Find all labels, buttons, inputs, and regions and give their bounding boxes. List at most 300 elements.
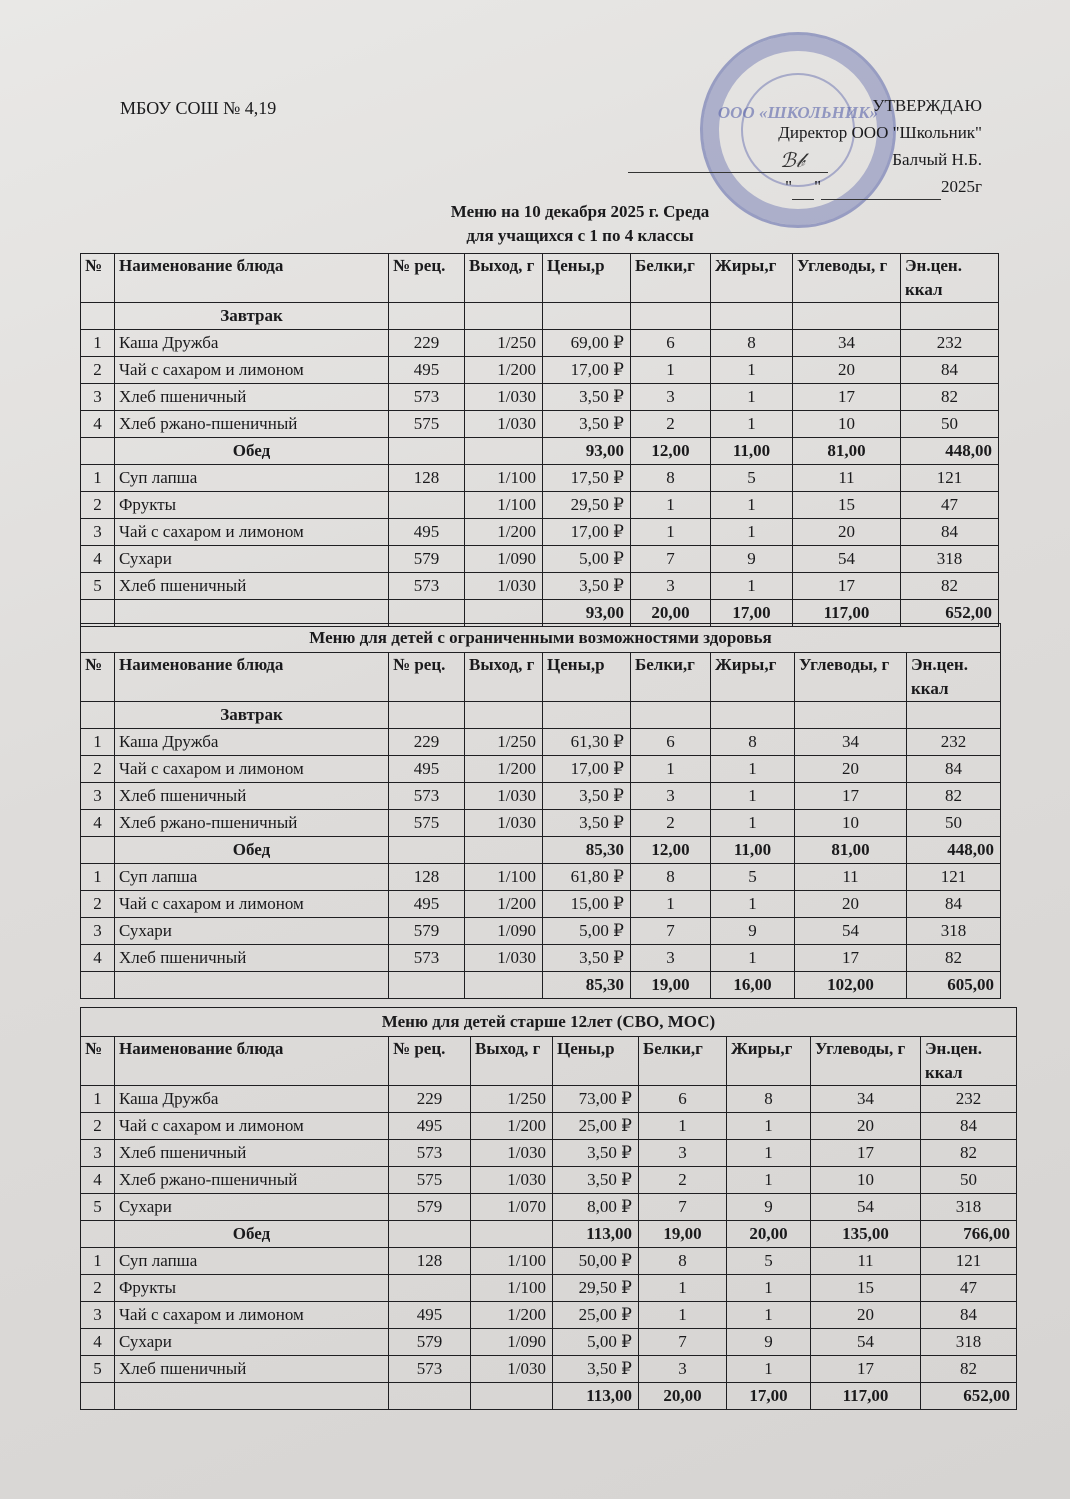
dish-name: Чай с сахаром и лимоном <box>115 519 389 546</box>
stamp-label: ООО «ШКОЛЬНИК» <box>717 103 879 122</box>
portion-output: 1/200 <box>471 1302 553 1329</box>
table-row <box>81 810 1001 837</box>
empty-cell <box>389 303 465 330</box>
empty-cell <box>631 303 711 330</box>
empty-cell <box>81 303 115 330</box>
document-title <box>0 200 1070 248</box>
column-header: № <box>81 653 115 702</box>
portion-output: 1/030 <box>471 1140 553 1167</box>
column-header: Углеводы, г <box>795 653 907 702</box>
portion-output: 1/100 <box>465 864 543 891</box>
protein: 3 <box>631 573 711 600</box>
price: 3,50 ₽ <box>543 945 631 972</box>
empty-cell <box>389 438 465 465</box>
protein: 2 <box>631 411 711 438</box>
empty-cell <box>115 972 389 999</box>
empty-cell <box>81 702 115 729</box>
portion-output: 1/030 <box>465 573 543 600</box>
column-header: Жиры,г <box>711 254 793 303</box>
dish-name: Хлеб пшеничный <box>115 384 389 411</box>
fat: 1 <box>711 357 793 384</box>
fat: 1 <box>711 384 793 411</box>
carbs: 34 <box>793 330 901 357</box>
dish-name: Суп лапша <box>115 1248 389 1275</box>
table-row <box>81 1086 1017 1113</box>
table-caption: Меню для детей с ограниченными возможностями здоровья <box>81 624 1001 653</box>
fat: 1 <box>727 1302 811 1329</box>
title-line-2: для учащихся с 1 по 4 классы <box>466 226 694 245</box>
column-header: № <box>81 1037 115 1086</box>
price: 3,50 ₽ <box>543 573 631 600</box>
title-line-1: Меню на 10 декабря 2025 г. Среда <box>450 202 710 221</box>
total-carbs: 135,00 <box>811 1221 921 1248</box>
fat: 1 <box>711 573 793 600</box>
section-label: Обед <box>115 438 389 465</box>
fat: 1 <box>727 1356 811 1383</box>
empty-cell <box>631 702 711 729</box>
empty-cell <box>471 1383 553 1410</box>
fat: 5 <box>727 1248 811 1275</box>
calories: 82 <box>907 945 1001 972</box>
dish-name: Хлеб пшеничный <box>115 945 389 972</box>
empty-cell <box>81 438 115 465</box>
total-carbs: 81,00 <box>793 438 901 465</box>
empty-cell <box>465 303 543 330</box>
dish-name: Хлеб ржано-пшеничный <box>115 1167 389 1194</box>
total-price: 85,30 <box>543 837 631 864</box>
calories: 84 <box>921 1302 1017 1329</box>
price: 29,50 ₽ <box>543 492 631 519</box>
column-header: Белки,г <box>631 653 711 702</box>
price: 25,00 ₽ <box>553 1302 639 1329</box>
table-row <box>81 891 1001 918</box>
empty-cell <box>907 702 1001 729</box>
recipe-number: 579 <box>389 1194 471 1221</box>
column-header: Эн.цен. ккал <box>901 254 999 303</box>
calories: 82 <box>921 1356 1017 1383</box>
empty-cell <box>389 1221 471 1248</box>
item-number: 3 <box>81 384 115 411</box>
price: 17,00 ₽ <box>543 357 631 384</box>
table-row <box>81 1194 1017 1221</box>
recipe-number: 128 <box>389 465 465 492</box>
final-totals-row <box>81 1383 1017 1410</box>
item-number: 1 <box>81 864 115 891</box>
price: 15,00 ₽ <box>543 891 631 918</box>
fat: 9 <box>727 1329 811 1356</box>
recipe-number: 495 <box>389 1302 471 1329</box>
calories: 82 <box>901 384 999 411</box>
total-carbs: 81,00 <box>795 837 907 864</box>
recipe-number: 575 <box>389 411 465 438</box>
calories: 82 <box>921 1140 1017 1167</box>
signature: ℬ𝒷 <box>780 150 805 172</box>
fat: 5 <box>711 864 795 891</box>
dish-name: Каша Дружба <box>115 1086 389 1113</box>
calories: 82 <box>901 573 999 600</box>
dish-name: Хлеб ржано-пшеничный <box>115 810 389 837</box>
calories: 121 <box>907 864 1001 891</box>
carbs: 34 <box>811 1086 921 1113</box>
column-header: Жиры,г <box>711 653 795 702</box>
section-row-lunch <box>81 837 1001 864</box>
empty-cell <box>471 1221 553 1248</box>
portion-output: 1/030 <box>465 810 543 837</box>
fat: 1 <box>727 1113 811 1140</box>
price: 29,50 ₽ <box>553 1275 639 1302</box>
approve-title: УТВЕРЖДАЮ <box>872 96 982 115</box>
protein: 1 <box>639 1302 727 1329</box>
fat: 1 <box>727 1275 811 1302</box>
empty-cell <box>711 303 793 330</box>
menu-table <box>80 253 999 627</box>
price: 73,00 ₽ <box>553 1086 639 1113</box>
item-number: 5 <box>81 573 115 600</box>
calories: 121 <box>901 465 999 492</box>
table-caption-row <box>81 624 1001 653</box>
recipe-number: 575 <box>389 1167 471 1194</box>
portion-output: 1/250 <box>471 1086 553 1113</box>
total-price: 85,30 <box>543 972 631 999</box>
item-number: 2 <box>81 357 115 384</box>
menu-table <box>80 1007 1017 1410</box>
column-header: Углеводы, г <box>811 1037 921 1086</box>
total-price: 93,00 <box>543 600 631 627</box>
approver-signature-line <box>628 146 982 173</box>
item-number: 2 <box>81 1275 115 1302</box>
carbs: 54 <box>793 546 901 573</box>
recipe-number: 579 <box>389 1329 471 1356</box>
school-name: МБОУ СОШ № 4,19 <box>120 98 277 118</box>
portion-output: 1/030 <box>465 945 543 972</box>
recipe-number: 573 <box>389 573 465 600</box>
price: 61,30 ₽ <box>543 729 631 756</box>
table-row <box>81 465 999 492</box>
calories: 318 <box>901 546 999 573</box>
total-calories: 605,00 <box>907 972 1001 999</box>
portion-output: 1/030 <box>465 411 543 438</box>
total-calories: 766,00 <box>921 1221 1017 1248</box>
recipe-number: 229 <box>389 729 465 756</box>
protein: 1 <box>639 1113 727 1140</box>
fat: 9 <box>711 918 795 945</box>
protein: 7 <box>639 1194 727 1221</box>
portion-output: 1/250 <box>465 729 543 756</box>
fat: 1 <box>711 783 795 810</box>
carbs: 10 <box>795 810 907 837</box>
column-header: Углеводы, г <box>793 254 901 303</box>
item-number: 4 <box>81 411 115 438</box>
item-number: 4 <box>81 945 115 972</box>
table-row <box>81 1113 1017 1140</box>
table-row <box>81 1302 1017 1329</box>
protein: 3 <box>639 1356 727 1383</box>
dish-name: Сухари <box>115 546 389 573</box>
carbs: 54 <box>795 918 907 945</box>
protein: 6 <box>631 729 711 756</box>
table-row <box>81 1356 1017 1383</box>
carbs: 20 <box>795 891 907 918</box>
price: 25,00 ₽ <box>553 1113 639 1140</box>
item-number: 3 <box>81 1140 115 1167</box>
total-fat: 20,00 <box>727 1221 811 1248</box>
portion-output: 1/200 <box>465 519 543 546</box>
protein: 8 <box>639 1248 727 1275</box>
column-header: Выход, г <box>465 653 543 702</box>
item-number: 1 <box>81 1086 115 1113</box>
calories: 232 <box>921 1086 1017 1113</box>
fat: 1 <box>711 411 793 438</box>
item-number: 1 <box>81 330 115 357</box>
portion-output: 1/200 <box>465 357 543 384</box>
calories: 82 <box>907 783 1001 810</box>
carbs: 11 <box>793 465 901 492</box>
item-number: 3 <box>81 918 115 945</box>
portion-output: 1/030 <box>471 1356 553 1383</box>
table-caption: Меню для детей старше 12лет (СВО, МОС) <box>81 1008 1017 1037</box>
dish-name: Суп лапша <box>115 864 389 891</box>
fat: 1 <box>727 1140 811 1167</box>
table-header-row <box>81 1037 1017 1086</box>
calories: 318 <box>907 918 1001 945</box>
item-number: 3 <box>81 1302 115 1329</box>
recipe-number: 495 <box>389 1113 471 1140</box>
empty-cell <box>465 438 543 465</box>
table-row <box>81 918 1001 945</box>
table-caption-row <box>81 1008 1017 1037</box>
dish-name: Чай с сахаром и лимоном <box>115 1302 389 1329</box>
table-row <box>81 1248 1017 1275</box>
table-row <box>81 357 999 384</box>
calories: 50 <box>921 1167 1017 1194</box>
total-fat: 17,00 <box>727 1383 811 1410</box>
total-protein: 20,00 <box>639 1383 727 1410</box>
fat: 1 <box>711 492 793 519</box>
carbs: 17 <box>793 384 901 411</box>
table-row <box>81 1329 1017 1356</box>
price: 3,50 ₽ <box>553 1356 639 1383</box>
carbs: 15 <box>811 1275 921 1302</box>
recipe-number: 573 <box>389 1140 471 1167</box>
item-number: 5 <box>81 1356 115 1383</box>
dish-name: Хлеб пшеничный <box>115 1140 389 1167</box>
calories: 50 <box>907 810 1001 837</box>
protein: 6 <box>631 330 711 357</box>
price: 3,50 ₽ <box>543 411 631 438</box>
price: 17,00 ₽ <box>543 756 631 783</box>
price: 69,00 ₽ <box>543 330 631 357</box>
portion-output: 1/090 <box>471 1329 553 1356</box>
recipe-number: 128 <box>389 864 465 891</box>
recipe-number: 495 <box>389 756 465 783</box>
dish-name: Чай с сахаром и лимоном <box>115 756 389 783</box>
table-row <box>81 411 999 438</box>
carbs: 17 <box>811 1356 921 1383</box>
carbs: 11 <box>795 864 907 891</box>
protein: 6 <box>639 1086 727 1113</box>
empty-cell <box>543 303 631 330</box>
section-row-breakfast <box>81 702 1001 729</box>
dish-name: Каша Дружба <box>115 330 389 357</box>
portion-output: 1/250 <box>465 330 543 357</box>
protein: 1 <box>631 492 711 519</box>
dish-name: Сухари <box>115 918 389 945</box>
portion-output: 1/100 <box>471 1248 553 1275</box>
portion-output: 1/030 <box>465 783 543 810</box>
column-header: Белки,г <box>639 1037 727 1086</box>
final-totals-row <box>81 972 1001 999</box>
price: 5,00 ₽ <box>543 546 631 573</box>
protein: 2 <box>639 1167 727 1194</box>
table-header-row <box>81 653 1001 702</box>
calories: 84 <box>901 519 999 546</box>
item-number: 1 <box>81 729 115 756</box>
menu-table <box>80 623 1001 999</box>
empty-cell <box>465 972 543 999</box>
fat: 1 <box>711 519 793 546</box>
fat: 1 <box>727 1167 811 1194</box>
table-header-row <box>81 254 999 303</box>
portion-output: 1/100 <box>465 465 543 492</box>
calories: 84 <box>907 756 1001 783</box>
protein: 8 <box>631 864 711 891</box>
price: 17,00 ₽ <box>543 519 631 546</box>
column-header: Цены,р <box>543 254 631 303</box>
column-header: Жиры,г <box>727 1037 811 1086</box>
protein: 3 <box>631 384 711 411</box>
dish-name: Сухари <box>115 1194 389 1221</box>
price: 3,50 ₽ <box>543 783 631 810</box>
protein: 1 <box>631 357 711 384</box>
section-label: Завтрак <box>115 303 389 330</box>
dish-name: Хлеб пшеничный <box>115 573 389 600</box>
empty-cell <box>543 702 631 729</box>
calories: 47 <box>921 1275 1017 1302</box>
empty-cell <box>389 837 465 864</box>
item-number: 4 <box>81 546 115 573</box>
table-row <box>81 1275 1017 1302</box>
total-protein: 12,00 <box>631 438 711 465</box>
total-carbs: 117,00 <box>793 600 901 627</box>
total-calories: 652,00 <box>901 600 999 627</box>
dish-name: Фрукты <box>115 1275 389 1302</box>
item-number: 4 <box>81 810 115 837</box>
calories: 50 <box>901 411 999 438</box>
price: 3,50 ₽ <box>543 810 631 837</box>
carbs: 34 <box>795 729 907 756</box>
carbs: 20 <box>795 756 907 783</box>
table-row <box>81 945 1001 972</box>
total-fat: 11,00 <box>711 438 793 465</box>
dish-name: Чай с сахаром и лимоном <box>115 357 389 384</box>
calories: 84 <box>921 1113 1017 1140</box>
recipe-number: 495 <box>389 357 465 384</box>
carbs: 15 <box>793 492 901 519</box>
calories: 47 <box>901 492 999 519</box>
section-label: Обед <box>115 1221 389 1248</box>
price: 3,50 ₽ <box>553 1140 639 1167</box>
section-label: Обед <box>115 837 389 864</box>
protein: 2 <box>631 810 711 837</box>
carbs: 10 <box>811 1167 921 1194</box>
table-row <box>81 384 999 411</box>
carbs: 20 <box>811 1302 921 1329</box>
total-carbs: 117,00 <box>811 1383 921 1410</box>
portion-output: 1/200 <box>465 756 543 783</box>
section-row-breakfast <box>81 303 999 330</box>
empty-cell <box>115 1383 389 1410</box>
empty-cell <box>389 702 465 729</box>
carbs: 17 <box>795 783 907 810</box>
table-row <box>81 546 999 573</box>
dish-name: Суп лапша <box>115 465 389 492</box>
calories: 232 <box>907 729 1001 756</box>
portion-output: 1/070 <box>471 1194 553 1221</box>
protein: 7 <box>631 918 711 945</box>
approval-block <box>628 92 982 200</box>
fat: 1 <box>711 810 795 837</box>
total-protein: 12,00 <box>631 837 711 864</box>
table-row <box>81 492 999 519</box>
item-number: 1 <box>81 1248 115 1275</box>
item-number: 2 <box>81 891 115 918</box>
column-header: Наименование блюда <box>115 254 389 303</box>
portion-output: 1/200 <box>471 1113 553 1140</box>
column-header: Выход, г <box>465 254 543 303</box>
recipe-number <box>389 492 465 519</box>
dish-name: Хлеб пшеничный <box>115 1356 389 1383</box>
table-row <box>81 1140 1017 1167</box>
carbs: 54 <box>811 1329 921 1356</box>
price: 17,50 ₽ <box>543 465 631 492</box>
column-header: № рец. <box>389 653 465 702</box>
carbs: 17 <box>793 573 901 600</box>
portion-output: 1/100 <box>471 1275 553 1302</box>
section-label: Завтрак <box>115 702 389 729</box>
column-header: № рец. <box>389 254 465 303</box>
empty-cell <box>793 303 901 330</box>
item-number: 1 <box>81 465 115 492</box>
total-fat: 17,00 <box>711 600 793 627</box>
column-header: Цены,р <box>543 653 631 702</box>
recipe-number: 573 <box>389 384 465 411</box>
table-row <box>81 1167 1017 1194</box>
portion-output: 1/030 <box>465 384 543 411</box>
dish-name: Каша Дружба <box>115 729 389 756</box>
calories: 232 <box>901 330 999 357</box>
column-header: Эн.цен. ккал <box>921 1037 1017 1086</box>
dish-name: Хлеб пшеничный <box>115 783 389 810</box>
price: 61,80 ₽ <box>543 864 631 891</box>
protein: 8 <box>631 465 711 492</box>
recipe-number: 128 <box>389 1248 471 1275</box>
carbs: 17 <box>811 1140 921 1167</box>
column-header: Белки,г <box>631 254 711 303</box>
table-row <box>81 729 1001 756</box>
column-header: Выход, г <box>471 1037 553 1086</box>
calories: 84 <box>901 357 999 384</box>
recipe-number: 579 <box>389 918 465 945</box>
item-number: 4 <box>81 1329 115 1356</box>
recipe-number: 579 <box>389 546 465 573</box>
empty-cell <box>465 837 543 864</box>
portion-output: 1/030 <box>471 1167 553 1194</box>
total-fat: 16,00 <box>711 972 795 999</box>
fat: 5 <box>711 465 793 492</box>
protein: 1 <box>631 756 711 783</box>
column-header: Эн.цен. ккал <box>907 653 1001 702</box>
dish-name: Хлеб ржано-пшеничный <box>115 411 389 438</box>
